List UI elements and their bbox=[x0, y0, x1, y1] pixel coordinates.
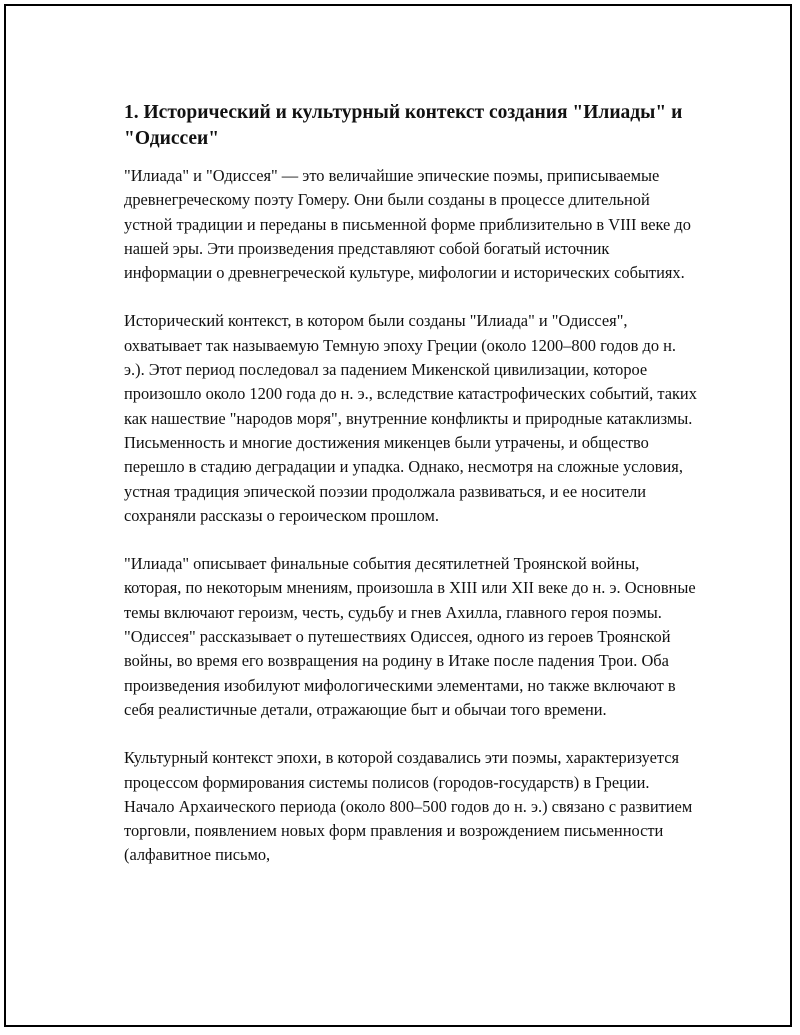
section-heading: 1. Исторический и культурный контекст создания "Илиады" и "Одиссеи" bbox=[124, 102, 683, 149]
paragraph-intro: "Илиада" и "Одиссея" — это величайшие эпические поэмы, приписываемые древнегреческому поэту Гомеру. Они были созданы в процессе длительной устной традиции и переданы в письменной форме приблизительно в VIII веке до нашей эры. Эти произведения представляют собой богатый источник информации о древнегреческой культуре, мифологии и исторических событиях. bbox=[124, 166, 691, 283]
paragraph-cultural-context: Культурный контекст эпохи, в которой создавались эти поэмы, характеризуется процессом формирования системы полисов (городов-государств) в Греции. Начало Архаического периода (около 800–500 годов до н. э.) связано с развитием торговли, появлением новых форм правления и возрождением письменности (алфавитное письмо, bbox=[124, 748, 693, 865]
document-body bbox=[124, 100, 700, 892]
page-frame bbox=[4, 4, 792, 1027]
paragraph-historical-context: Исторический контекст, в котором были созданы "Илиада" и "Одиссея", охватывает так называемую Темную эпоху Греции (около 1200–800 годов до н. э.). Этот период последовал за падением Микенской цивилизации, которое произошло около 1200 года до н. э., вследствие катастрофических событий, таких как нашествие "народов моря", внутренние конфликты и природные катаклизмы. Письменность и многие достижения микенцев были утрачены, и общество перешло в стадию деградации и упадка. Однако, несмотря на сложные условия, устная традиция эпической поэзии продолжала развиваться, и ее носители сохраняли рассказы о героическом прошлом. bbox=[124, 311, 697, 525]
paragraph-poems-content: "Илиада" описывает финальные события десятилетней Троянской войны, которая, по некоторым мнениям, произошла в XIII или XII веке до н. э. Основные темы включают героизм, честь, судьбу и гнев Ахилла, главного героя поэмы. "Одиссея" рассказывает о путешествиях Одиссея, одного из героев Троянской войны, во время его возвращения на родину в Итаке после падения Трои. Оба произведения изобилуют мифологическими элементами, но также включают в себя реалистичные детали, отражающие быт и обычаи того времени. bbox=[124, 554, 696, 719]
